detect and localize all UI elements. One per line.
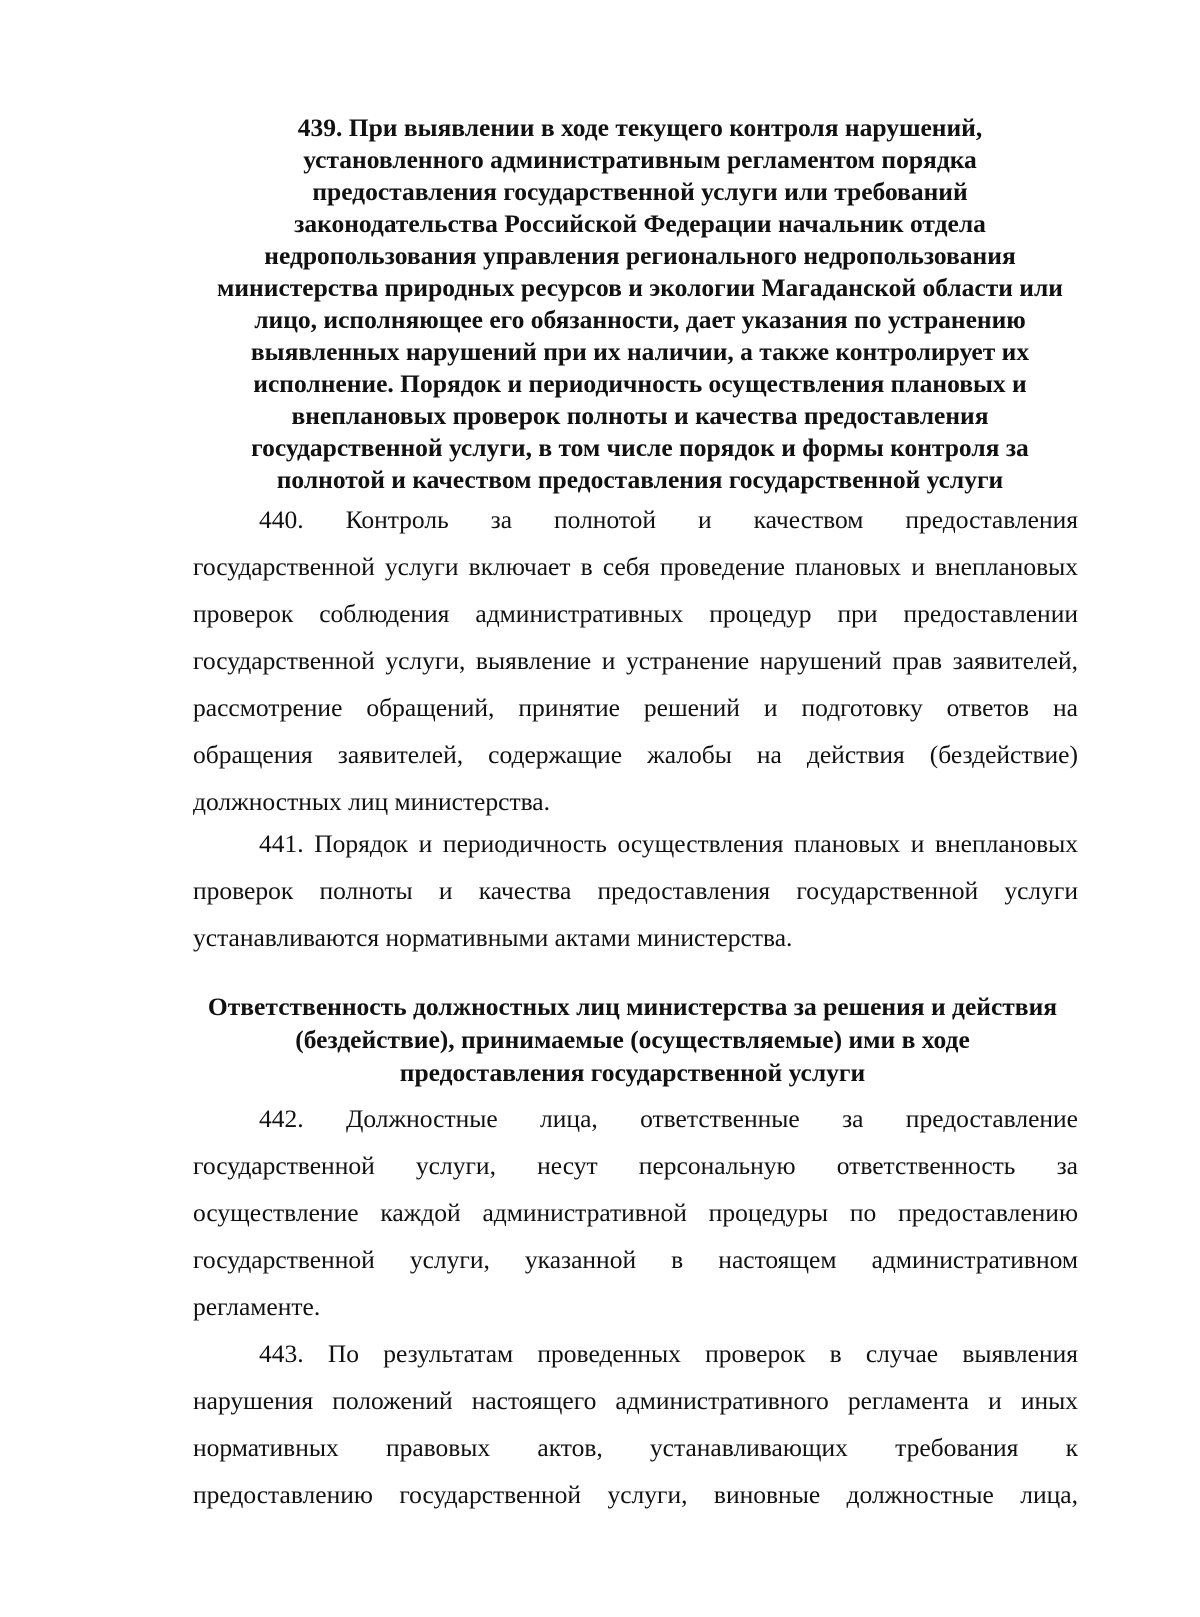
heading-line: недропользования управления регионального недропользования xyxy=(264,241,1016,270)
heading-line: предоставления государственной услуги xyxy=(399,1058,866,1087)
paragraph-line: нормативных правовых актов, устанавливающих требования к xyxy=(193,1433,1078,1462)
paragraph-line: 443. По результатам проведенных проверок в случае выявления xyxy=(259,1339,1078,1368)
heading-line: Ответственность должностных лиц министерства за решения и действия xyxy=(207,992,1058,1021)
heading-line: полнотой и качеством предоставления государственной услуги xyxy=(276,465,1004,494)
paragraph-line: регламенте. xyxy=(193,1292,321,1321)
paragraph-line: осуществление каждой административной процедуры по предоставлению xyxy=(193,1198,1078,1227)
paragraph-line: проверок соблюдения административных процедур при предоставлении xyxy=(193,599,1078,628)
paragraph-line: 441. Порядок и периодичность осуществления плановых и внеплановых xyxy=(259,829,1078,858)
paragraph-line: 442. Должностные лица, ответственные за предоставление xyxy=(259,1104,1078,1133)
heading-line: 439. При выявлении в ходе текущего контроля нарушений, xyxy=(297,113,983,142)
heading-line: (бездействие), принимаемые (осуществляемые) ими в ходе xyxy=(295,1025,970,1054)
paragraph-line: предоставлению государственной услуги, виновные должностные лица, xyxy=(193,1480,1078,1509)
paragraph-line: 440. Контроль за полнотой и качеством предоставления xyxy=(259,505,1078,534)
paragraph-440 xyxy=(193,496,1078,825)
heading-line: исполнение. Порядок и периодичность осуществления плановых и xyxy=(253,369,1027,398)
heading-line: лицо, исполняющее его обязанности, дает указания по устранению xyxy=(254,305,1026,334)
heading-line: законодательства Российской Федерации начальник отдела xyxy=(294,209,986,238)
heading-line: министерства природных ресурсов и экологии Магаданской области или xyxy=(217,273,1063,302)
paragraph-line: государственной услуги включает в себя проведение плановых и внеплановых xyxy=(193,552,1078,581)
paragraph-443 xyxy=(193,1330,1078,1518)
heading-line: предоставления государственной услуги или требований xyxy=(312,177,968,206)
heading-line: внеплановых проверок полноты и качества предоставления xyxy=(291,401,989,430)
paragraph-line: рассмотрение обращений, принятие решений и подготовку ответов на xyxy=(193,693,1078,722)
paragraph-line: государственной услуги, указанной в настоящем административном xyxy=(193,1245,1078,1274)
paragraph-line: государственной услуги, выявление и устранение нарушений прав заявителей, xyxy=(193,646,1078,675)
heading-line: государственной услуги, в том числе порядок и формы контроля за xyxy=(251,433,1029,462)
paragraph-442 xyxy=(193,1095,1078,1330)
paragraph-line: устанавливаются нормативными актами министерства. xyxy=(193,923,793,952)
clause-439-heading xyxy=(180,112,1100,496)
paragraph-line: должностных лиц министерства. xyxy=(193,787,550,816)
paragraph-line: проверок полноты и качества предоставления государственной услуги xyxy=(193,876,1078,905)
heading-line: установленного административным регламентом порядка xyxy=(303,145,977,174)
paragraph-441 xyxy=(193,820,1078,961)
section-heading-responsibility xyxy=(180,990,1085,1089)
paragraph-line: нарушения положений настоящего административного регламента и иных xyxy=(193,1386,1078,1415)
heading-line: выявленных нарушений при их наличии, а также контролирует их xyxy=(250,337,1030,366)
paragraph-line: государственной услуги, несут персональную ответственность за xyxy=(193,1151,1078,1180)
paragraph-line: обращения заявителей, содержащие жалобы на действия (бездействие) xyxy=(193,740,1078,769)
